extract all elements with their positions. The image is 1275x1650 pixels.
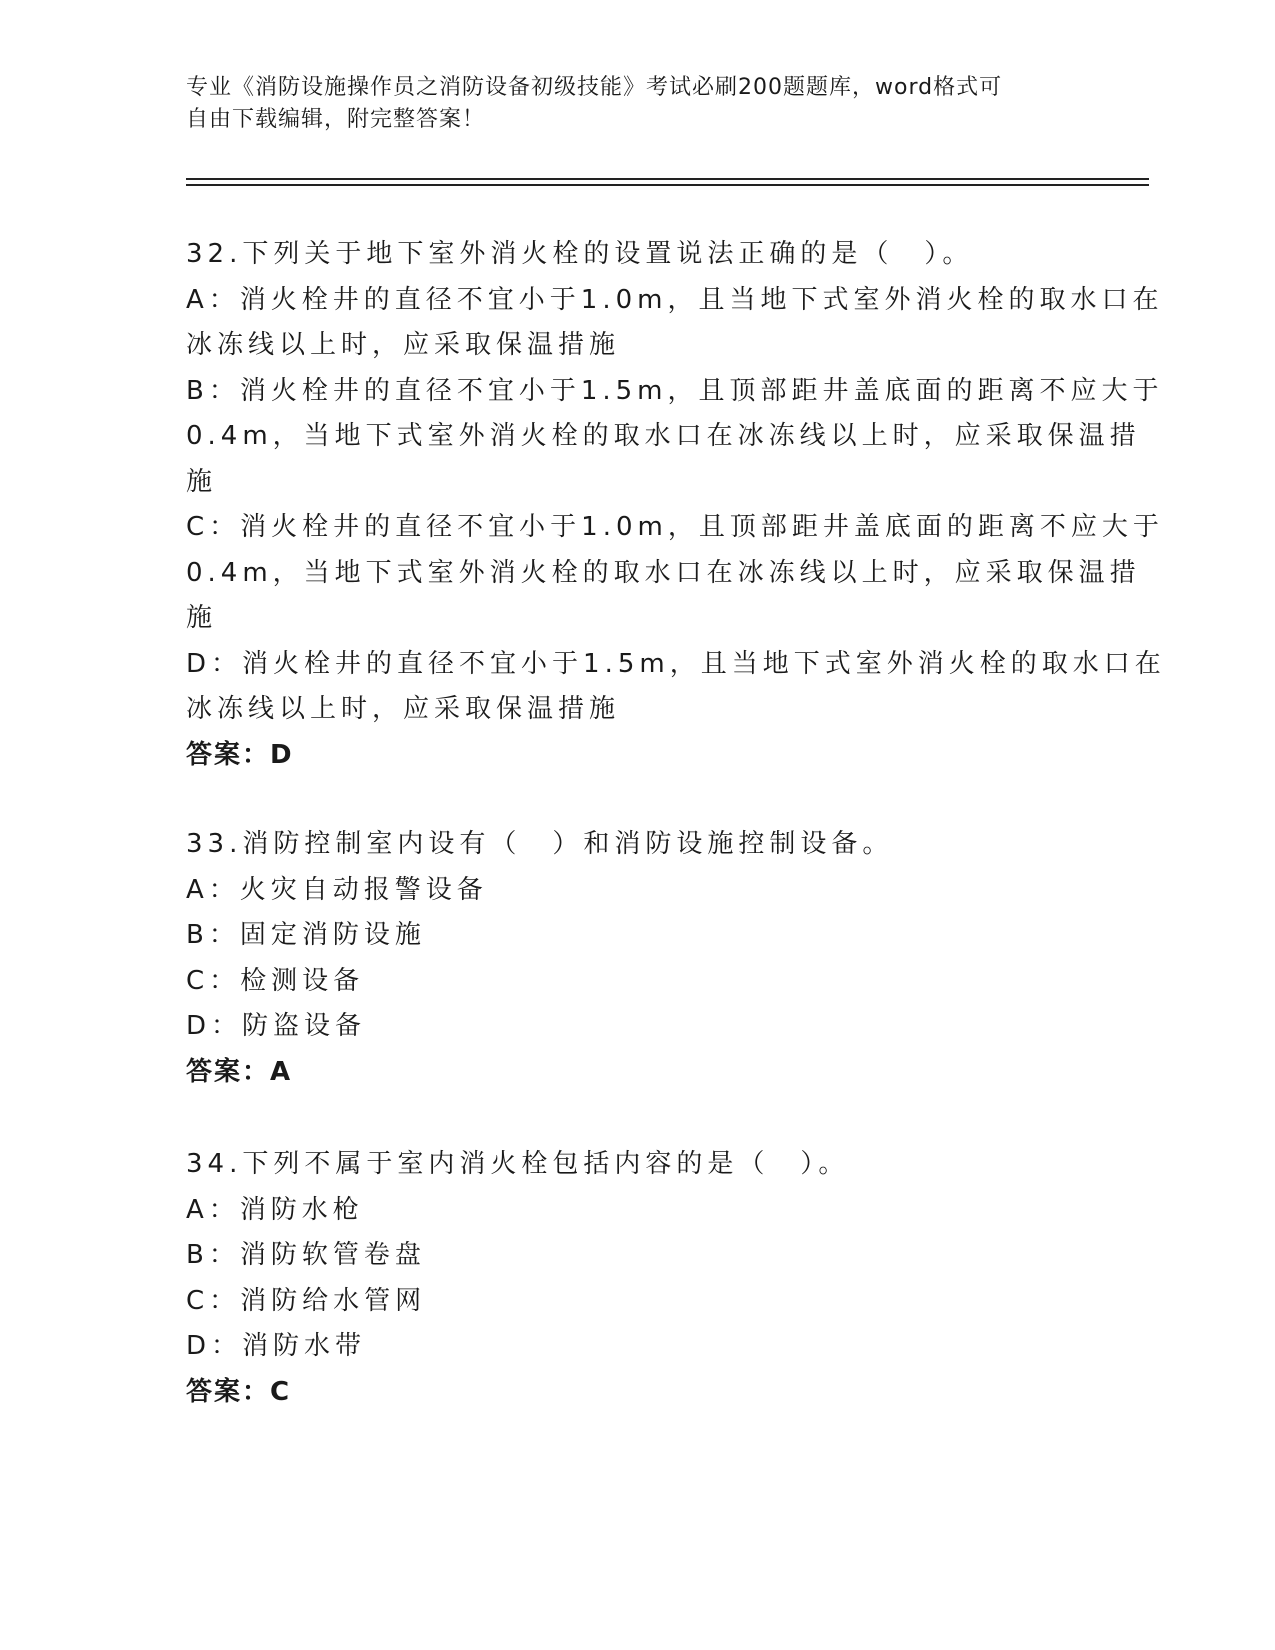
option-c-line-2: 0.4m，当地下式室外消火栓的取水口在冰冻线以上时，应采取保温措 [186, 557, 1141, 588]
header-divider-bottom [186, 184, 1149, 186]
option-b-line-1: B：消火栓井的直径不宜小于1.5m，且顶部距井盖底面的距离不应大于 [186, 375, 1164, 406]
option-c: C：检测设备 [186, 965, 365, 996]
option-d-line-2: 冰冻线以上时，应采取保温措施 [186, 694, 621, 724]
answer: 答案：C [186, 1376, 292, 1407]
question-stem: 33.消防控制室内设有（ ）和消防设施控制设备。 [186, 829, 894, 859]
answer: 答案：A [186, 1056, 293, 1087]
answer: 答案：D [186, 739, 294, 770]
option-a: A：火灾自动报警设备 [186, 874, 488, 905]
option-a-line-1: A：消火栓井的直径不宜小于1.0m，且当地下式室外消火栓的取水口在 [186, 284, 1164, 315]
header-line-2: 自由下载编辑，附完整答案！ [186, 107, 486, 132]
question-stem: 32.下列关于地下室外消火栓的设置说法正确的是（ ）。 [186, 239, 974, 269]
header-line-1: 专业《消防设施操作员之消防设备初级技能》考试必刷200题题库，word格式可 [186, 75, 1003, 100]
option-b-line-2: 0.4m，当地下式室外消火栓的取水口在冰冻线以上时，应采取保温措 [186, 421, 1141, 451]
option-d: D：防盗设备 [186, 1011, 367, 1041]
option-b: B：固定消防设施 [186, 920, 426, 950]
option-d: D：消防水带 [186, 1331, 367, 1361]
option-c-line-1: C：消火栓井的直径不宜小于1.0m，且顶部距井盖底面的距离不应大于 [186, 512, 1164, 542]
question-stem: 34.下列不属于室内消火栓包括内容的是（ ）。 [186, 1149, 850, 1179]
option-b-line-3: 施 [186, 466, 218, 497]
question-32 [186, 232, 1166, 778]
question-34 [186, 1142, 1086, 1415]
option-c: C：消防给水管网 [186, 1285, 427, 1316]
question-33 [186, 822, 1086, 1095]
option-a: A：消防水枪 [186, 1194, 364, 1225]
option-b: B：消防软管卷盘 [186, 1240, 426, 1270]
option-d-line-1: D：消火栓井的直径不宜小于1.5m，且当地下式室外消火栓的取水口在 [186, 648, 1166, 679]
document-header [186, 72, 1086, 136]
header-divider-top [186, 178, 1149, 180]
option-a-line-2: 冰冻线以上时，应采取保温措施 [186, 330, 621, 360]
option-c-line-3: 施 [186, 603, 218, 633]
